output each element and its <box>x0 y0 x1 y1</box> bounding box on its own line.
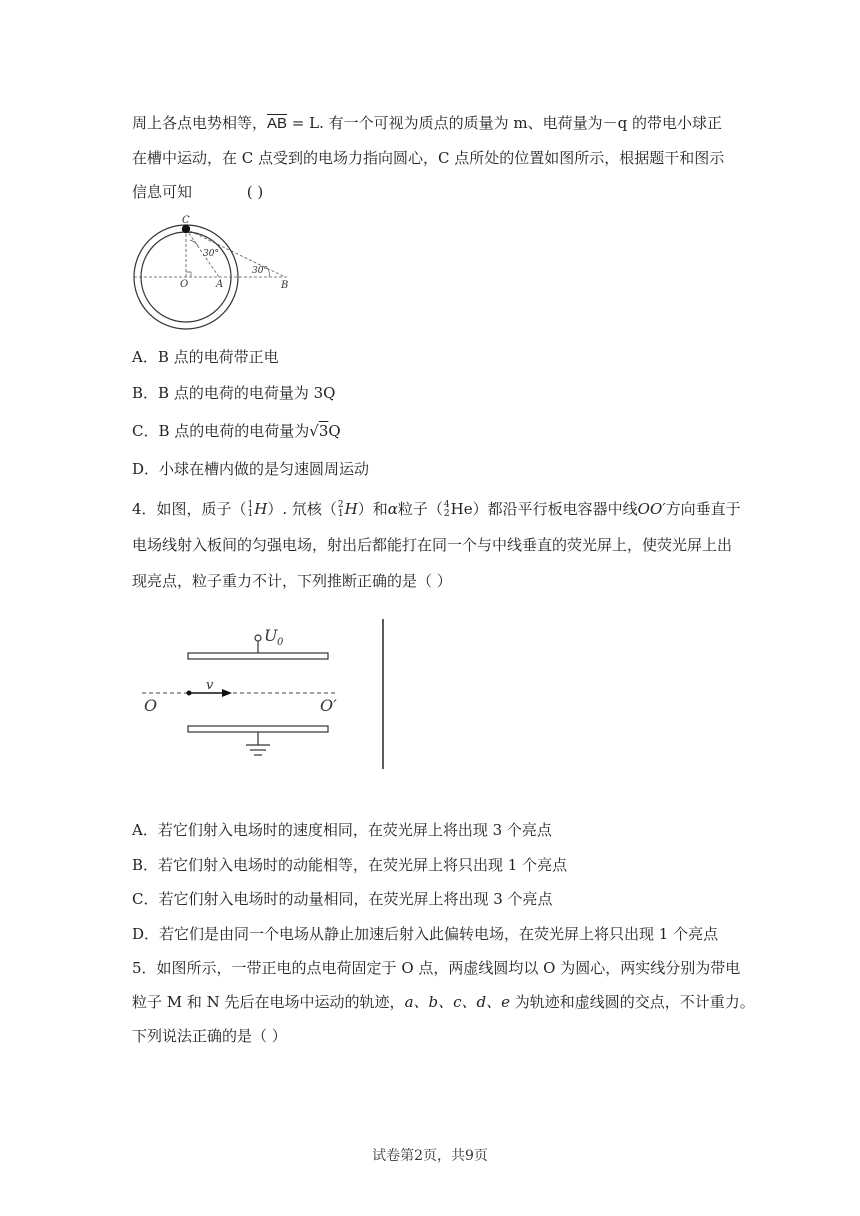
proton-nuclide <box>248 501 254 519</box>
label-o: O <box>180 279 189 290</box>
sqrt-value: 3 <box>318 422 329 440</box>
label-u0: U <box>264 626 278 645</box>
q4-option-b: B．若它们射入电场时的动能相等，在荧光屏上将只出现 1 个亮点 <box>132 856 568 874</box>
q4-line-2: 电场线射入板间的匀强电场，射出后都能打在同一个与中线垂直的荧光屏上，使荧光屏上出 <box>132 536 733 554</box>
label-v: v <box>206 678 214 693</box>
q4-intro-d: 粒子（ <box>397 500 443 518</box>
q3-option-c <box>132 421 341 441</box>
deuteron-charge: 1 <box>337 509 344 519</box>
q4-line-1 <box>132 499 741 519</box>
label-o-left: O <box>144 696 158 715</box>
q5-line-1: 5．如图所示，一带正电的点电荷固定于 O 点，两虚线圆均以 O 为圆心，两实线分别为带电 <box>132 959 741 977</box>
q5-line2-a: 粒子 M 和 N 先后在电场中运动的轨迹， <box>132 993 405 1011</box>
q5-line-2 <box>132 992 755 1012</box>
label-angle-2: 30° <box>252 266 268 276</box>
proton-charge: 1 <box>247 509 254 519</box>
q5-line-3: 下列说法正确的是（ ） <box>132 1027 287 1045</box>
upper-plate <box>188 653 328 659</box>
upper-terminal <box>255 635 261 641</box>
q3-line-1 <box>132 113 722 134</box>
q3-option-b: B．B 点的电荷的电荷量为 3Q <box>132 384 336 402</box>
q4-line-3: 现亮点，粒子重力不计，下列推断正确的是（ ） <box>132 572 452 590</box>
sqrt-unit: Q <box>328 422 341 440</box>
helium-symbol: He <box>450 500 473 518</box>
q3-line1-b: . 有一个可视为质点的质量为 m、电荷量为－q 的带电小球正 <box>319 114 723 132</box>
label-b: B <box>281 280 289 291</box>
deuteron-symbol: H <box>344 500 358 518</box>
q4-intro-e: ）都沿平行板电容器中线 <box>472 500 638 518</box>
proton-symbol: H <box>254 500 268 518</box>
q3-line-3 <box>132 182 263 202</box>
q4-option-a: A．若它们射入电场时的速度相同，在荧光屏上将出现 3 个亮点 <box>132 821 552 839</box>
q5-points: a、b、c、d、e <box>404 993 510 1011</box>
q3-arc-ab: $\overline{AB}$ <box>267 115 288 132</box>
q4-intro-c: ）和 <box>357 500 388 518</box>
alpha-charge: 2 <box>443 509 450 519</box>
ball-c <box>182 225 190 233</box>
deuteron-nuclide <box>338 501 344 519</box>
right-angle-mark <box>186 272 191 277</box>
velocity-arrowhead <box>222 689 232 697</box>
q4-option-c: C．若它们射入电场时的动量相同，在荧光屏上将出现 3 个亮点 <box>132 890 553 908</box>
q3-option-c-text: C．B 点的电荷的电荷量为 <box>132 422 310 440</box>
q3-line1-eq: = L <box>287 114 320 132</box>
angle-arc-b <box>268 269 269 277</box>
lower-plate <box>188 726 328 732</box>
cb-dashed-line <box>186 229 285 277</box>
label-o-right: O′ <box>320 696 337 715</box>
particle-dot <box>187 691 192 696</box>
q3-line-2: 在槽中运动，在 C 点受到的电场力指向圆心，C 点所处的位置如图所示，根据题干和图示 <box>132 149 725 167</box>
q5-line2-b: 为轨迹和虚线圆的交点，不计重力。 <box>510 993 755 1011</box>
q4-option-d: D．若它们是由同一个电场从静止加速后射入此偏转电场，在荧光屏上将只出现 1 个亮点 <box>132 925 719 943</box>
q3-option-d: D．小球在槽内做的是匀速圆周运动 <box>132 460 370 478</box>
angle-arc-c <box>190 240 198 246</box>
alpha-nuclide <box>444 501 450 519</box>
oo-prime: OO′ <box>637 500 666 518</box>
q3-option-a: A．B 点的电荷带正电 <box>132 348 279 366</box>
q3-answer-paren: ( ) <box>246 183 264 201</box>
alpha-mass: 4 <box>443 500 450 510</box>
label-angle-1: 30° <box>203 249 219 259</box>
q3-ring-figure <box>128 212 298 337</box>
label-c: C <box>182 215 190 226</box>
q4-intro-f: 方向垂直于 <box>665 500 741 518</box>
page-footer: 试卷第2页，共9页 <box>372 1148 488 1164</box>
label-u0-sub: 0 <box>277 637 284 648</box>
label-a: A <box>216 279 224 290</box>
sqrt-symbol: √ <box>309 422 319 440</box>
proton-mass: 1 <box>247 500 254 510</box>
q4-intro-a: 4．如图，质子（ <box>132 500 247 518</box>
deuteron-mass: 2 <box>337 500 344 510</box>
q3-line3-text: 信息可知 <box>132 183 193 201</box>
q4-intro-b: ）. 氘核（ <box>267 500 337 518</box>
q3-line1-a: 周上各点电势相等， <box>132 114 268 132</box>
q4-capacitor-figure <box>140 615 400 775</box>
alpha-symbol: α <box>387 500 398 518</box>
